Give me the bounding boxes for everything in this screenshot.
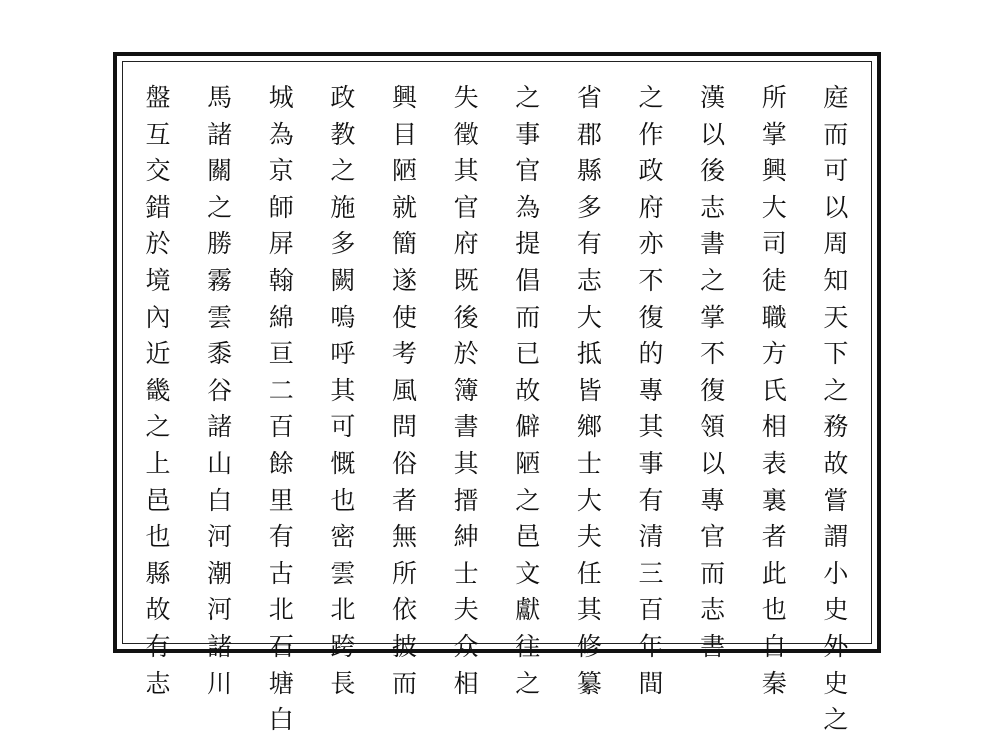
character: 史 [823,595,849,625]
character: 者 [391,485,417,515]
character: 百 [638,595,664,625]
character: 有 [268,522,294,552]
character: 於 [145,229,171,259]
character: 復 [638,302,664,332]
character: 之 [330,156,356,186]
character: 政 [330,83,356,112]
character: 城 [268,83,294,112]
character: 之 [823,375,849,405]
character: 簿 [453,375,479,405]
character: 而 [515,302,541,332]
character: 政 [638,156,664,186]
character: 勝 [207,229,233,259]
character: 大 [761,192,787,222]
character: 亘 [268,339,294,369]
text-column-5 [569,80,609,698]
character: 錯 [145,192,171,222]
character: 興 [761,156,787,186]
character: 搢 [453,485,479,515]
character: 諸 [207,119,233,149]
character: 士 [453,558,479,588]
character: 石 [268,631,294,661]
character: 任 [576,558,602,588]
character: 所 [761,83,787,112]
character: 多 [576,192,602,222]
character: 畿 [145,375,171,405]
character: 事 [515,119,541,149]
character: 三 [638,558,664,588]
character: 的 [638,339,664,369]
character: 鄉 [576,412,602,442]
character: 謂 [823,522,849,552]
character: 志 [576,265,602,295]
character: 目 [391,119,417,149]
character: 後 [700,156,726,186]
character: 長 [330,668,356,698]
character: 而 [391,668,417,698]
character: 縣 [576,156,602,186]
character: 小 [823,558,849,588]
character: 僻 [515,412,541,442]
character: 司 [761,229,787,259]
character: 故 [145,595,171,625]
character: 風 [391,375,417,405]
character: 有 [638,485,664,515]
character: 府 [638,192,664,222]
character: 天 [823,302,849,332]
character: 夫 [453,595,479,625]
character: 雲 [330,558,356,588]
character: 書 [700,631,726,661]
character: 之 [207,192,233,222]
character: 失 [453,83,479,112]
character: 雲 [207,302,233,332]
character: 教 [330,119,356,149]
character: 外 [823,631,849,661]
character: 之 [515,668,541,698]
character: 跨 [330,631,356,661]
character: 其 [453,448,479,478]
text-column-6 [508,80,548,698]
character: 嗚 [330,302,356,332]
character: 也 [145,522,171,552]
character: 使 [391,302,417,332]
vertical-text-block [132,80,862,735]
character: 無 [391,522,417,552]
character: 互 [145,119,171,149]
character: 其 [453,156,479,186]
character: 庭 [823,83,849,112]
character: 谷 [207,375,233,405]
character: 之 [515,485,541,515]
character: 修 [576,631,602,661]
character: 興 [391,83,417,112]
character: 年 [638,631,664,661]
character: 作 [638,119,664,149]
character: 河 [207,522,233,552]
character: 自 [761,631,787,661]
character: 紳 [453,522,479,552]
character: 士 [576,448,602,478]
character: 徵 [453,119,479,149]
character: 氏 [761,375,787,405]
character: 之 [700,265,726,295]
character: 遂 [391,265,417,295]
character: 為 [515,192,541,222]
character: 事 [638,448,664,478]
character: 問 [391,412,417,442]
character: 邑 [515,522,541,552]
character: 里 [268,485,294,515]
character: 書 [700,229,726,259]
character: 可 [823,156,849,186]
character: 霧 [207,265,233,295]
character: 以 [700,119,726,149]
character: 師 [268,192,294,222]
character: 諸 [207,412,233,442]
character: 亦 [638,229,664,259]
character: 众 [453,631,479,661]
character: 境 [145,265,171,295]
character: 黍 [207,339,233,369]
character: 川 [207,668,233,698]
text-column-7 [446,80,486,698]
character: 白 [207,485,233,515]
character: 掌 [700,302,726,332]
character: 陋 [515,448,541,478]
character: 故 [515,375,541,405]
character: 多 [330,229,356,259]
character: 抵 [576,339,602,369]
character: 慨 [330,448,356,478]
character: 方 [761,339,787,369]
character: 披 [391,631,417,661]
character: 故 [823,448,849,478]
character: 相 [453,668,479,698]
character: 專 [638,375,664,405]
character: 表 [761,448,787,478]
character: 嘗 [823,485,849,515]
character: 二 [268,375,294,405]
character: 倡 [515,265,541,295]
character: 夫 [576,522,602,552]
character: 之 [515,83,541,112]
character: 志 [700,192,726,222]
character: 餘 [268,448,294,478]
character: 京 [268,156,294,186]
character: 往 [515,631,541,661]
text-column-11 [200,80,240,698]
text-column-1 [816,80,856,735]
character: 書 [453,412,479,442]
character: 近 [145,339,171,369]
character: 陋 [391,156,417,186]
text-column-10 [261,80,301,735]
character: 不 [638,265,664,295]
character: 古 [268,558,294,588]
character: 纂 [576,668,602,698]
character: 關 [207,156,233,186]
character: 獻 [515,595,541,625]
character: 周 [823,229,849,259]
character: 文 [515,558,541,588]
character: 縣 [145,558,171,588]
character: 此 [761,558,787,588]
character: 所 [391,558,417,588]
character: 官 [700,522,726,552]
text-column-9 [323,80,363,698]
character: 專 [700,485,726,515]
character: 而 [700,558,726,588]
character: 也 [761,595,787,625]
character: 於 [453,339,479,369]
character: 翰 [268,265,294,295]
character: 其 [330,375,356,405]
character: 盤 [145,83,171,112]
character: 俗 [391,448,417,478]
character: 百 [268,412,294,442]
character: 屏 [268,229,294,259]
character: 漢 [700,83,726,112]
character: 大 [576,485,602,515]
character: 馬 [207,83,233,112]
character: 間 [638,668,664,698]
character: 潮 [207,558,233,588]
character: 官 [453,192,479,222]
character: 綿 [268,302,294,332]
character: 清 [638,522,664,552]
character: 提 [515,229,541,259]
text-column-4 [631,80,671,698]
character: 志 [145,668,171,698]
character: 後 [453,302,479,332]
character: 已 [515,339,541,369]
character: 志 [700,595,726,625]
character: 領 [700,412,726,442]
character: 山 [207,448,233,478]
character: 密 [330,522,356,552]
character: 以 [823,192,849,222]
text-column-3 [693,80,733,661]
character: 邑 [145,485,171,515]
character: 為 [268,119,294,149]
text-column-2 [754,80,794,698]
character: 諸 [207,631,233,661]
character: 徒 [761,265,787,295]
character: 務 [823,412,849,442]
character: 大 [576,302,602,332]
character: 其 [638,412,664,442]
character: 復 [700,375,726,405]
character: 之 [638,83,664,112]
character: 知 [823,265,849,295]
character: 皆 [576,375,602,405]
character: 秦 [761,668,787,698]
character: 交 [145,156,171,186]
character: 上 [145,448,171,478]
character: 塘 [268,668,294,698]
character: 史 [823,668,849,698]
character: 掌 [761,119,787,149]
character: 其 [576,595,602,625]
character: 有 [576,229,602,259]
character: 內 [145,302,171,332]
character: 以 [700,448,726,478]
character: 呼 [330,339,356,369]
character: 郡 [576,119,602,149]
character: 河 [207,595,233,625]
character: 既 [453,265,479,295]
text-column-8 [385,80,425,698]
character: 依 [391,595,417,625]
character: 不 [700,339,726,369]
character: 相 [761,412,787,442]
character: 就 [391,192,417,222]
character: 可 [330,412,356,442]
character: 之 [145,412,171,442]
character: 簡 [391,229,417,259]
character: 考 [391,339,417,369]
character: 府 [453,229,479,259]
character: 施 [330,192,356,222]
character: 北 [330,595,356,625]
character: 裏 [761,485,787,515]
character: 北 [268,595,294,625]
character: 者 [761,522,787,552]
character: 白 [268,705,294,735]
character: 之 [823,705,849,735]
character: 也 [330,485,356,515]
character: 下 [823,339,849,369]
text-column-12 [138,80,178,698]
character: 省 [576,83,602,112]
character: 闕 [330,265,356,295]
character: 而 [823,119,849,149]
character: 官 [515,156,541,186]
character: 有 [145,631,171,661]
character: 職 [761,302,787,332]
